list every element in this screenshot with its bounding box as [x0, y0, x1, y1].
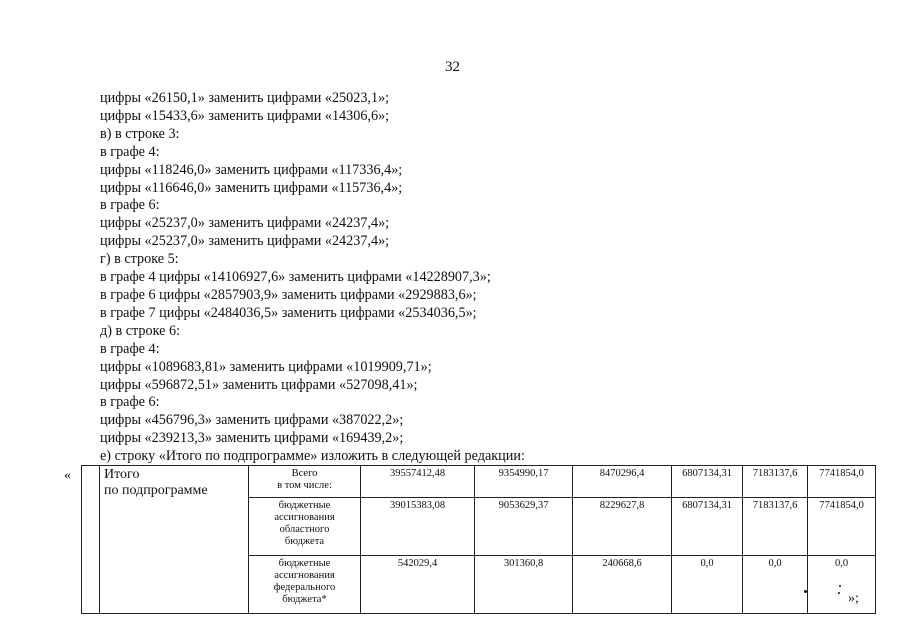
text-line: в) в строке 3:: [100, 125, 180, 142]
text-line: д) в строке 6:: [100, 322, 181, 339]
value-cell: 542029,4: [361, 556, 475, 614]
text-line: цифры «596872,51» заменить цифрами «527098,41»;: [100, 376, 418, 393]
row-label: Всего в том числе:: [277, 468, 332, 491]
value-cell: 7741854,0: [808, 498, 876, 556]
program-total-table-wrap: [81, 465, 876, 614]
row-label: бюджетные ассигнования федерального бюджета*: [273, 558, 336, 605]
value-cell: 301360,8: [475, 556, 573, 614]
text-line: в графе 4:: [100, 143, 160, 160]
text-line: е) строку «Итого по подпрограмме» изложить в следующей редакции:: [100, 448, 525, 465]
program-name-cell: [100, 466, 249, 614]
text-line: цифры «25237,0» заменить цифрами «24237,4»;: [100, 233, 390, 250]
value-cell: 0,0: [808, 556, 876, 614]
value-cell: 6807134,31: [672, 498, 743, 556]
text-line: цифры «116646,0» заменить цифрами «115736,4»;: [100, 179, 403, 196]
scan-speck: [804, 590, 807, 593]
row-label-cell: [249, 466, 361, 498]
text-line: цифры «239213,3» заменить цифрами «169439,2»;: [100, 430, 404, 447]
value-cell: 6807134,31: [672, 466, 743, 498]
text-line: в графе 6:: [100, 197, 160, 214]
text-line: в графе 6:: [100, 394, 160, 411]
text-line: цифры «15433,6» заменить цифрами «14306,6»;: [100, 107, 390, 124]
value-cell: 7183137,6: [743, 498, 808, 556]
text-line: в графе 6 цифры «2857903,9» заменить цифрами «2929883,6»;: [100, 286, 477, 303]
text-line: в графе 4 цифры «14106927,6» заменить цифрами «14228907,3»;: [100, 269, 491, 286]
empty-column-cell: [82, 466, 100, 614]
row-label: бюджетные ассигнования областного бюджета: [274, 500, 335, 547]
value-cell: 39015383,08: [361, 498, 475, 556]
value-cell: 8229627,8: [573, 498, 672, 556]
open-quote: «: [64, 468, 71, 483]
page-number: 32: [445, 59, 460, 75]
value-cell: 7183137,6: [743, 466, 808, 498]
value-cell: 7741854,0: [808, 466, 876, 498]
value-cell: 0,0: [743, 556, 808, 614]
row-label-cell: [249, 498, 361, 556]
text-line: в графе 7 цифры «2484036,5» заменить цифрами «2534036,5»;: [100, 304, 477, 321]
program-name: Итого по подпрограмме: [104, 467, 208, 498]
table-row: [82, 466, 876, 498]
close-quote: »;: [848, 591, 859, 606]
scan-speck: [839, 585, 841, 587]
text-line: цифры «26150,1» заменить цифрами «25023,1»;: [100, 90, 390, 106]
row-label-cell: [249, 556, 361, 614]
text-line: цифры «118246,0» заменить цифрами «117336,4»;: [100, 161, 403, 178]
value-cell: 39557412,48: [361, 466, 475, 498]
text-line: цифры «1089683,81» заменить цифрами «1019909,71»;: [100, 358, 432, 375]
value-cell: 9354990,17: [475, 466, 573, 498]
amendment-text: [100, 90, 860, 466]
value-cell: 9053629,37: [475, 498, 573, 556]
text-line: г) в строке 5:: [100, 251, 179, 268]
value-cell: 8470296,4: [573, 466, 672, 498]
value-cell: 240668,6: [573, 556, 672, 614]
value-cell: 0,0: [672, 556, 743, 614]
scan-speck: [838, 592, 840, 594]
text-line: цифры «25237,0» заменить цифрами «24237,4»;: [100, 215, 390, 232]
text-line: в графе 4:: [100, 340, 160, 357]
text-line: цифры «456796,3» заменить цифрами «387022,2»;: [100, 412, 404, 429]
program-total-table: [81, 465, 876, 614]
